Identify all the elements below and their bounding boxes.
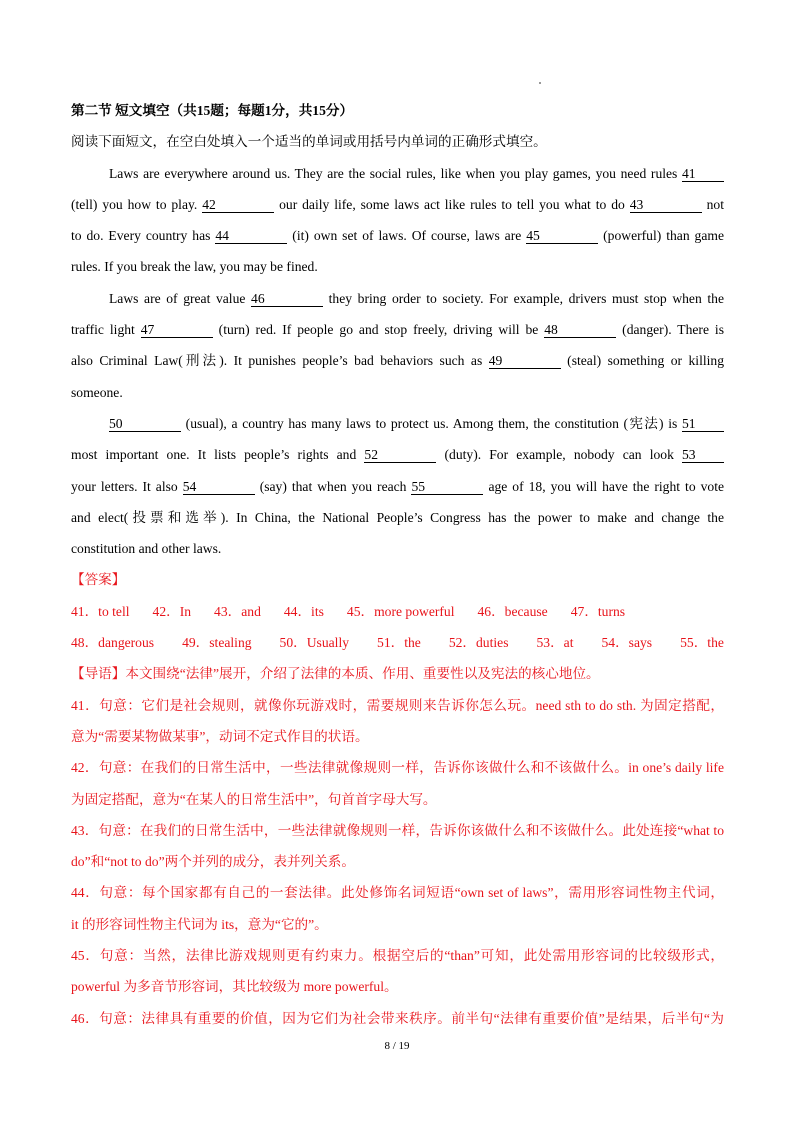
blank-48: 48 [544, 322, 616, 338]
passage-text: traffic light [71, 322, 141, 338]
answer-item: 43．and [214, 603, 261, 619]
explanation-line: 43．句意：在我们的日常生活中，一些法律就像规则一样，告诉你该做什么和不该做什么。此处连接“what to [71, 822, 724, 838]
passage-line [71, 474, 724, 505]
explanation-line: powerful 为多音节形容词，其比较级为 more powerful。 [71, 979, 398, 995]
blank-53: 53 [682, 447, 724, 463]
blank-51: 51 [682, 416, 724, 432]
passage-line [71, 317, 724, 348]
passage-text: and elect(投票和选举). In China, the National People’s Congress has the power to make and change the [71, 509, 724, 525]
explanation-line: 【导语】本文围绕“法律”展开，介绍了法律的本质、作用、重要性以及宪法的核心地位。 [71, 666, 600, 682]
passage-text: not [701, 196, 724, 212]
passage-text: they bring order to society. For example, drivers must stop when the [323, 290, 724, 306]
explanation-line: 44．句意：每个国家都有自己的一套法律。此处修饰名词短语“own set of laws”，需用形容词性物主代词， [71, 885, 724, 901]
answer-item: 42．In [152, 603, 192, 619]
passage-text: (danger). There is [616, 322, 724, 338]
passage-text: your letters. It also [71, 478, 183, 494]
blank-45: 45 [526, 228, 598, 244]
passage-text: rules. If you break the law, you may be fined. [71, 259, 318, 275]
passage-line [71, 380, 724, 411]
answer-item: 48．dangerous [71, 635, 155, 651]
answer-item: 44．its [283, 603, 324, 619]
blank-44: 44 [215, 228, 287, 244]
passage-text: most important one. It lists people’s rights and [71, 447, 365, 463]
passage-text: also Criminal Law(刑法). It punishes people’s bad behaviors such as [71, 353, 489, 369]
section-title: 第二节 短文填空（共15题；每题1分，共15分） [71, 103, 354, 118]
passage-line [71, 286, 724, 317]
passage-text: someone. [71, 384, 123, 400]
passage-line [71, 192, 724, 223]
passage-text: (duty). For example, nobody can look [436, 447, 682, 463]
answer-item: 53．at [536, 635, 574, 651]
passage [71, 161, 724, 568]
explanation [71, 661, 724, 1037]
passage-line [71, 536, 724, 567]
explanation-line: 为固定搭配，意为“在某人的日常生活中”，句首首字母大写。 [71, 791, 437, 807]
passage-text: (say) that when you reach [254, 478, 412, 494]
answer-item: 47．turns [570, 603, 626, 619]
passage-text: age of 18, you will have the right to vote [483, 478, 724, 494]
answer-item: 54．says [601, 635, 653, 651]
explanation-line: it 的形容词性物主代词为 its，意为“它的”。 [71, 916, 328, 932]
explanation-line: 46．句意：法律具有重要的价值，因为它们为社会带来秩序。前半句“法律有重要价值”是结果，后半句“为 [71, 1010, 724, 1026]
answer-item: 46．because [477, 603, 548, 619]
answer-item: 41．to tell [71, 603, 130, 619]
passage-text: Laws are everywhere around us. They are the social rules, like when you play games, you need rules [109, 165, 682, 181]
blank-54: 54 [183, 479, 255, 495]
passage-line [71, 348, 724, 379]
passage-text: (usual), a country has many laws to protect us. Among them, the constitution (宪法) is [181, 415, 682, 431]
answers-row-1 [71, 599, 724, 630]
blank-46: 46 [251, 291, 323, 307]
answer-item: 55．the [680, 635, 724, 651]
passage-line [71, 254, 724, 285]
explanation-line: 45．句意：当然，法律比游戏规则更有约束力。根据空后的“than”可知，此处需用形容词的比较级形式， [71, 948, 724, 964]
passage-text: (it) own set of laws. Of course, laws are [287, 228, 527, 244]
passage-text: to do. Every country has [71, 228, 216, 244]
answer-item: 51．the [377, 635, 421, 651]
passage-line [71, 505, 724, 536]
passage-text: (turn) red. If people go and stop freely, driving will be [212, 322, 545, 338]
blank-43: 43 [630, 197, 702, 213]
explanation-line: do”和“not to do”两个并列的成分，表并列关系。 [71, 854, 355, 870]
explanation-line: 41．句意：它们是社会规则，就像你玩游戏时，需要规则来告诉你怎么玩。need sth to do sth. 为固定搭配， [71, 697, 724, 713]
answer-item: 49．stealing [182, 635, 252, 651]
blank-55: 55 [411, 479, 483, 495]
document-page [71, 98, 724, 1037]
answer-heading: 【答案】 [71, 572, 126, 588]
passage-text: constitution and other laws. [71, 541, 222, 557]
answer-item: 45．more powerful [346, 603, 455, 619]
instruction: 阅读下面短文，在空白处填入一个适当的单词或用括号内单词的正确形式填空。 [71, 134, 547, 150]
blank-50: 50 [109, 416, 181, 432]
explanation-line: 意为“需要某物做某事”，动词不定式作目的状语。 [71, 728, 369, 744]
answer-item: 52．duties [448, 635, 509, 651]
blank-47: 47 [141, 322, 213, 338]
blank-49: 49 [489, 353, 561, 369]
passage-line [71, 411, 724, 442]
passage-line [71, 223, 724, 254]
blank-42: 42 [202, 197, 274, 213]
page-number: 8 / 19 [384, 1040, 410, 1052]
answer-item: 50．Usually [279, 635, 350, 651]
passage-text: (powerful) than game [598, 228, 724, 244]
passage-text: our daily life, some laws act like rules to tell you what to do [274, 196, 630, 212]
passage-line [71, 161, 724, 192]
answers-row-2 [71, 630, 724, 661]
passage-line [71, 442, 724, 473]
stray-mark [539, 82, 541, 84]
blank-52: 52 [364, 447, 436, 463]
blank-41: 41 [682, 166, 724, 182]
passage-text: (steal) something or killing [560, 353, 724, 369]
passage-text: (tell) you how to play. [71, 196, 203, 212]
explanation-line: 42．句意：在我们的日常生活中，一些法律就像规则一样，告诉你该做什么和不该做什么。in one’s daily life [71, 760, 724, 776]
passage-text: Laws are of great value [109, 290, 252, 306]
